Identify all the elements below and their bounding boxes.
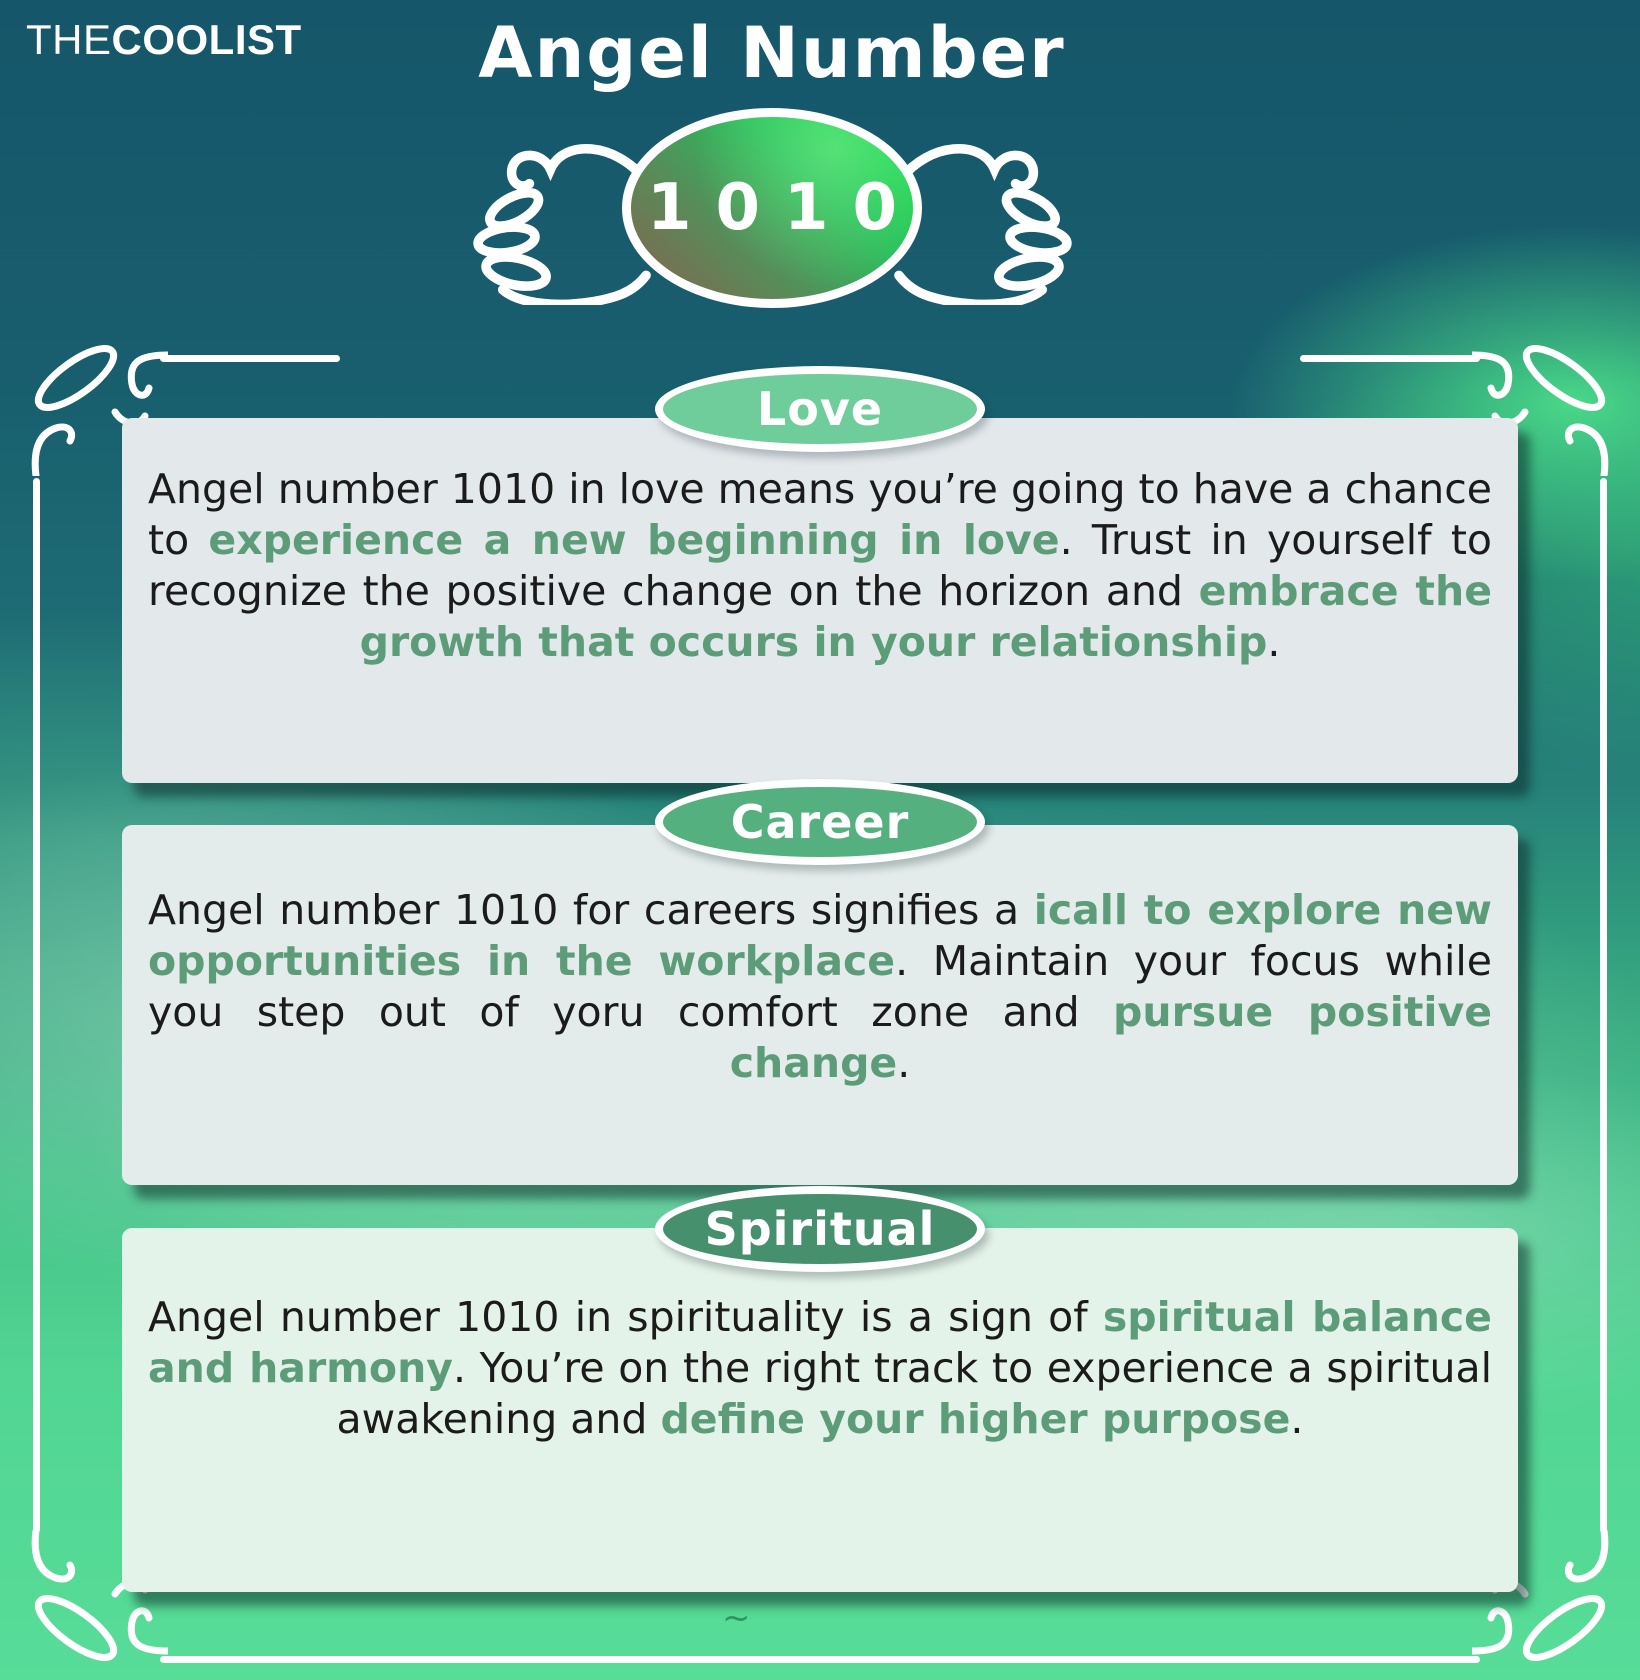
spiritual-card bbox=[122, 1202, 1518, 1592]
frame-line-bottom bbox=[160, 1656, 1480, 1663]
brand-logo-the: THE bbox=[26, 16, 112, 63]
spiritual-text: Angel number 1010 in spirituality is a sign of spiritual balance and harmony. You’re on the right track to experience a spiritual awakening and define your higher purpose. bbox=[148, 1293, 1492, 1443]
frame-line-top-left bbox=[160, 355, 340, 362]
love-pill: Love bbox=[655, 366, 985, 452]
frame-line-left bbox=[33, 478, 40, 1533]
career-card bbox=[122, 795, 1518, 1185]
frame-line-right bbox=[1600, 478, 1607, 1533]
career-text: Angel number 1010 for careers signifies a icall to explore new opportunities in the workplace. Maintain your focus while you step out of yoru comfort zone and pursue positive change. bbox=[148, 886, 1493, 1087]
page-title: Angel Number bbox=[478, 12, 1066, 94]
love-card bbox=[122, 382, 1518, 783]
brand-logo-coolist: COOLIST bbox=[111, 16, 302, 63]
career-pill: Career bbox=[655, 779, 985, 865]
small-squiggle-mark: ~ bbox=[722, 1598, 751, 1638]
frame-line-top-right bbox=[1300, 355, 1480, 362]
angel-number-badge bbox=[622, 108, 922, 308]
angel-number-value: 1010 bbox=[646, 171, 922, 245]
spiritual-pill: Spiritual bbox=[655, 1186, 985, 1272]
love-text: Angel number 1010 in love means you’re going to have a chance to experience a new beginning in love. Trust in yourself to recognize the positive change on the horizon and embrace the growth that occurs in your relationship. bbox=[148, 465, 1492, 666]
